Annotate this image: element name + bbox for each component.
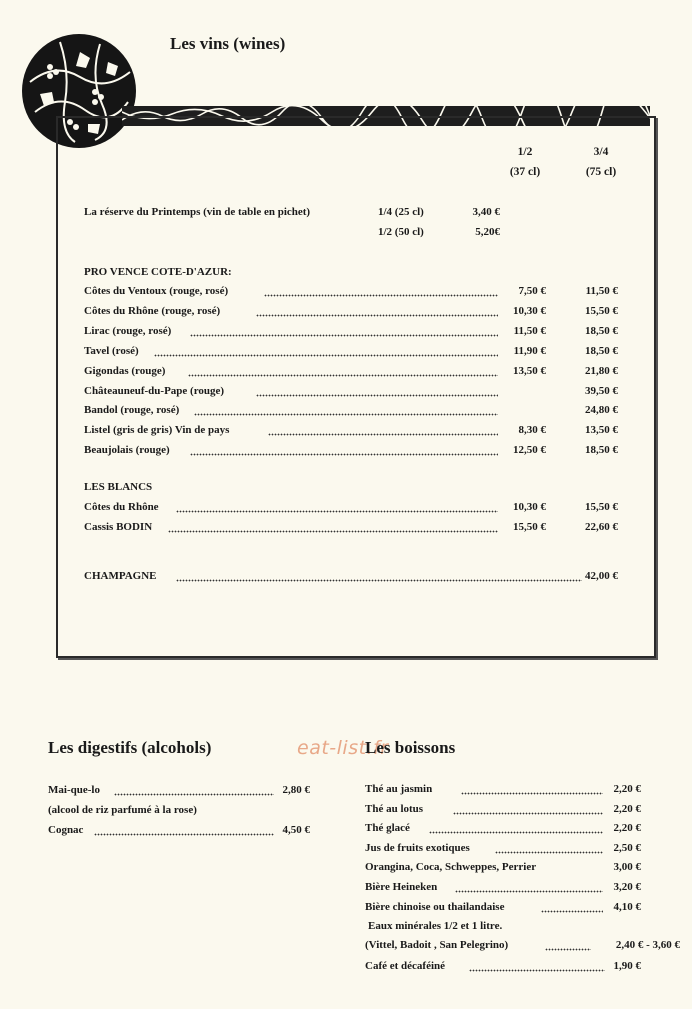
digestif-row	[48, 781, 310, 799]
item-name: Thé au jasmin	[365, 783, 433, 795]
leader-dots	[190, 441, 498, 459]
menu-row	[365, 878, 641, 896]
price-half: 8,30 €	[518, 424, 546, 437]
menu-row	[84, 342, 620, 360]
menu-row	[365, 780, 641, 798]
wines-title: Les vins (wines)	[170, 34, 286, 53]
menu-row	[365, 800, 641, 818]
menu-row	[84, 362, 620, 380]
col-three-quarter-header: 3/4 (75 cl)	[585, 146, 617, 178]
item-price: 3,00 €	[613, 861, 641, 874]
menu-row	[84, 282, 620, 300]
leader-dots	[176, 498, 498, 516]
menu-row	[84, 382, 620, 400]
item-name: CHAMPAGNE	[84, 570, 157, 582]
leader-dots	[453, 800, 603, 818]
leader-dots	[455, 878, 603, 896]
menu-row	[84, 401, 620, 419]
price-full: 39,50 €	[585, 384, 618, 397]
item-price: 1,90 €	[613, 960, 641, 972]
leader-dots	[264, 282, 498, 300]
price-half: 10,30 €	[513, 501, 546, 513]
item-name: Châteauneuf-du-Pape (rouge)	[84, 384, 225, 397]
item-name: Gigondas (rouge)	[84, 364, 166, 377]
item-name: Lirac (rouge, rosé)	[84, 324, 172, 337]
menu-row	[365, 819, 641, 837]
price-full: 15,50 €	[585, 501, 618, 513]
price-full: 42,00 €	[585, 570, 618, 582]
item-name: Cassis BODIN	[84, 520, 153, 533]
champagne-row	[84, 567, 620, 585]
item-name: Cognac	[48, 824, 84, 836]
reserve-price-half: 5,20€	[475, 226, 500, 238]
item-price: 2,20 €	[613, 802, 641, 815]
price-full: 18,50 €	[585, 344, 618, 357]
leader-dots	[545, 936, 591, 954]
item-name: Listel (gris de gris) Vin de pays	[84, 424, 230, 437]
boissons-title: Les boissons	[365, 738, 456, 757]
leader-dots	[461, 780, 603, 798]
price-full: 18,50 €	[585, 324, 618, 337]
price-full: 13,50 €	[585, 424, 618, 437]
menu-row	[84, 518, 620, 536]
leader-dots	[190, 322, 498, 340]
price-full: 24,80 €	[585, 404, 618, 417]
leader-dots	[495, 839, 603, 857]
digestifs-title: Les digestifs (alcohols)	[48, 738, 212, 757]
reserve-qty-half: 1/2 (50 cl)	[378, 226, 424, 238]
item-price: 2,40 € - 3,60 €	[615, 939, 680, 951]
leader-dots	[94, 821, 274, 839]
leader-dots	[541, 898, 603, 916]
item-price: 2,20 €	[613, 822, 641, 835]
menu-row	[365, 839, 641, 857]
digestif-row	[48, 821, 310, 839]
item-name: (Vittel, Badoit , San Pelegrino)	[365, 939, 509, 951]
item-price: 4,10 €	[613, 900, 641, 913]
item-price: 2,20 €	[613, 783, 641, 795]
price-half: 15,50 €	[513, 520, 546, 533]
watermark: eat-list.fr	[297, 737, 389, 759]
price-full: 18,50 €	[585, 444, 618, 457]
price-full: 21,80 €	[585, 364, 618, 377]
leader-dots	[194, 401, 498, 419]
leader-dots	[188, 362, 498, 380]
menu-row	[84, 498, 620, 516]
price-half: 13,50 €	[513, 364, 546, 377]
menu-row	[365, 898, 641, 916]
item-name: Côtes du Rhône (rouge, rosé)	[84, 304, 221, 317]
price-half: 10,30 €	[513, 304, 546, 317]
item-name: Côtes du Ventoux (rouge, rosé)	[84, 285, 229, 297]
reserve-qty-quarter: 1/4 (25 cl)	[378, 206, 424, 218]
leader-dots	[114, 781, 274, 799]
menu-row	[84, 302, 620, 320]
leader-dots	[256, 382, 498, 400]
eaux-row	[365, 936, 680, 954]
item-name: Thé au lotus	[365, 802, 424, 815]
eaux-heading: Eaux minérales 1/2 et 1 litre.	[368, 920, 503, 932]
digestif-note: (alcool de riz parfumé à la rose)	[48, 804, 197, 816]
item-name: Jus de fruits exotiques	[365, 841, 470, 854]
cafe-row	[365, 957, 641, 975]
leader-dots	[168, 518, 498, 536]
price-full: 22,60 €	[585, 520, 618, 533]
price-half: 11,50 €	[513, 324, 546, 337]
price-half: 7,50 €	[518, 285, 546, 297]
col-half-header: 1/2 (37 cl)	[509, 146, 541, 178]
price-half: 12,50 €	[513, 444, 546, 457]
leader-dots	[469, 957, 605, 975]
item-name: Bandol (rouge, rosé)	[84, 404, 180, 417]
price-half: 11,90 €	[513, 344, 546, 357]
price-full: 11,50 €	[585, 285, 618, 297]
item-name: Mai-que-lo	[48, 784, 100, 796]
item-price: 2,50 €	[613, 841, 641, 854]
blancs-heading: LES BLANCS	[84, 481, 153, 493]
item-name: Tavel (rosé)	[84, 344, 139, 357]
leader-dots	[176, 567, 582, 585]
item-name: Beaujolais (rouge)	[84, 444, 170, 457]
item-name: Orangina, Coca, Schweppes, Perrier	[365, 861, 537, 874]
menu-row	[84, 421, 620, 439]
item-price: 3,20 €	[613, 881, 641, 893]
reserve-price-quarter: 3,40 €	[472, 206, 500, 218]
item-name: Bière chinoise ou thailandaise	[365, 900, 505, 913]
menu-row	[84, 322, 620, 340]
item-name: Café et décaféiné	[365, 960, 446, 972]
menu-row	[365, 858, 641, 876]
leader-dots	[256, 302, 498, 320]
leader-dots	[429, 819, 603, 837]
price-full: 15,50 €	[585, 304, 618, 317]
item-price: 4,50 €	[282, 824, 310, 836]
item-name: Thé glacé	[365, 822, 410, 835]
leader-dots	[154, 342, 498, 360]
reserve-label: La réserve du Printemps (vin de table en pichet)	[84, 206, 311, 218]
item-name: Côtes du Rhône	[84, 501, 159, 513]
item-price: 2,80 €	[282, 784, 310, 796]
provence-heading: PRO VENCE COTE-D'AZUR:	[84, 266, 232, 278]
item-name: Bière Heineken	[365, 881, 438, 893]
leader-dots	[268, 421, 498, 439]
menu-row	[84, 441, 620, 459]
